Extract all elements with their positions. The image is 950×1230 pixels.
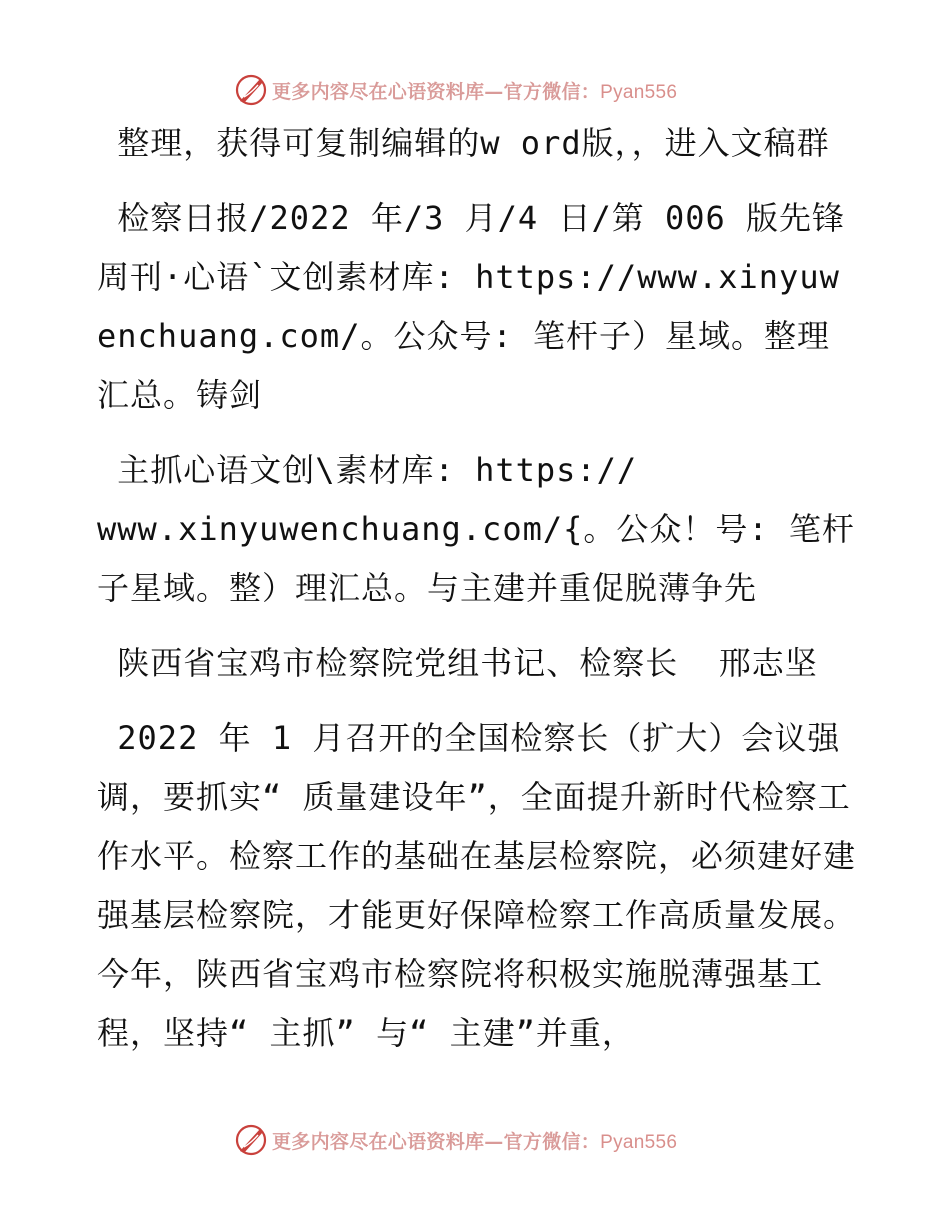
quill-logo-icon — [234, 73, 268, 107]
paragraph-4: 陕西省宝鸡市检察院党组书记、检察长 邢志坚 — [97, 644, 818, 682]
document-body — [97, 114, 857, 1063]
quill-logo-icon — [234, 1123, 268, 1157]
footer-wechat-id: Pyan556 — [600, 1131, 678, 1153]
paragraph-3: 主抓心语文创\素材库: https:// www.xinyuwenchuang.com/{。公众！号: 笔杆子星域。整）理汇总。与主建并重促脱薄争先 — [97, 451, 855, 607]
footer-banner — [234, 1122, 734, 1158]
paragraph-1: 整理，获得可复制编辑的w ord版，，进入文稿群 — [97, 124, 830, 162]
header-wechat-id: Pyan556 — [600, 81, 678, 103]
footer-banner-text: 更多内容尽在心语资料库—官方微信：Pyan556 — [272, 1130, 678, 1153]
header-banner — [234, 72, 734, 108]
paragraph-2: 检察日报/2022 年/3 月/4 日/第 006 版先锋周刊·心语`文创素材库: https://www.xinyuwenchuang.com/。公众号: 笔杆子）星域。整理汇总。铸剑 — [97, 199, 846, 414]
paragraph-5: 2022 年 1 月召开的全国检察长（扩大）会议强调，要抓实“ 质量建设年”，全面提升新时代检察工作水平。检察工作的基础在基层检察院，必须建好建强基层检察院，才能更好保障检察工作高质量发展。今年，陕西省宝鸡市检察院将积极实施脱薄强基工程，坚持“ 主抓” 与“ 主建”并重， — [97, 719, 857, 1052]
header-banner-text: 更多内容尽在心语资料库—官方微信：Pyan556 — [272, 80, 678, 103]
